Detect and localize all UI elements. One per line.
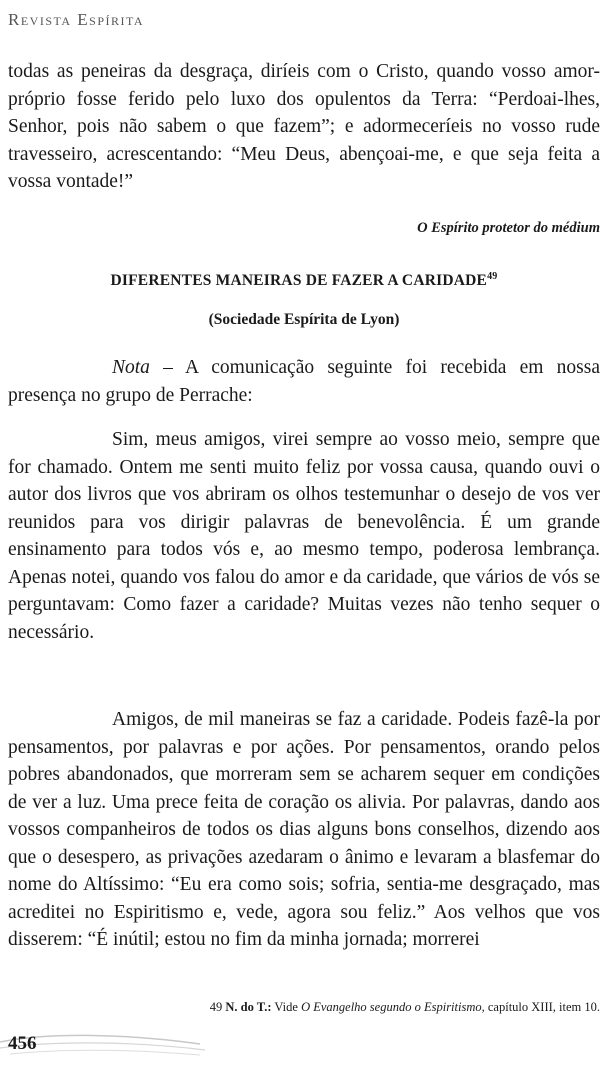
continuation-paragraph — [8, 58, 600, 196]
body-paragraph-1 — [8, 426, 600, 646]
running-header: Revista Espírita — [8, 10, 145, 29]
note-paragraph — [8, 354, 600, 409]
section-subtitle: (Sociedade Espírita de Lyon) — [208, 311, 400, 328]
body-paragraph-2-text: Amigos, de mil maneiras se faz a caridade. Podeis fazê-la por pensamentos, por palavras e por ações. Por pensamentos, orando pelos pobres abandonados, que morreram sem se acharem sequer em condições de ver a luz. Uma prece feita de coração os alivia. Por palavras, dando aos vossos companheiros de todos os dias alguns bons conselhos, dizendo aos que o desespero, as privações azedaram o ânimo e levaram a blasfemar do nome do Altíssimo: “Eu era como sois; sofria, sentia-me desgraçado, mas acreditei no Espiritismo e, vede, agora sou feliz.” Aos velhos que vos disserem: “É inútil; estou no fim da minha jornada; morrerei — [8, 709, 600, 950]
page-number: 456 — [8, 1033, 37, 1054]
footnote-number: 49 — [209, 1000, 223, 1014]
body-paragraph-1-text: Sim, meus amigos, virei sempre ao vosso meio, sempre que for chamado. Ontem me senti muito feliz por vossa causa, quando ouvi o autor dos livros que vos abriram os olhos testemunhar o desejo de vos ver reunidos para vos dirigir palavras de benevolência. É um grande ensinamento para todos vós e, ao mesmo tempo, poderosa lembrança. Apenas notei, quando vos falou do amor e da caridade, que vários de vós se perguntavam: Como fazer a caridade? Muitas vezes não tenho sequer o necessário. — [8, 429, 600, 643]
note-text: – A comunicação seguinte foi recebida em nossa presença no grupo de Perrache: — [8, 357, 600, 406]
spirit-signature: O Espírito protetor do médium — [417, 220, 600, 236]
body-paragraph-2 — [8, 706, 600, 954]
footnote-prefix: Vide — [274, 1000, 298, 1014]
footnote — [210, 1000, 600, 1015]
section-title — [8, 272, 600, 290]
footnote-suffix: , capítulo XIII, item 10. — [481, 1000, 600, 1014]
footnote-label: N. do T.: — [225, 1000, 272, 1014]
note-label: Nota — [112, 357, 150, 378]
section-title-text: DIFERENTES MANEIRAS DE FAZER A CARIDADE — [110, 272, 488, 289]
footnote-reference[interactable]: 49 — [487, 270, 498, 282]
continuation-text: todas as peneiras da desgraça, diríeis com o Cristo, quando vosso amor-próprio fosse ferido pelo luxo dos opulentos da Terra: “Perdoai-lhes, Senhor, pois não sabem o que fazem”; e adormeceríeis no vosso rude travesseiro, acrescentando: “Meu Deus, abençoai-me, e que seja feita a vossa vontade!” — [8, 61, 600, 192]
footnote-book-title: O Evangelho segundo o Espiritismo — [301, 1000, 482, 1014]
